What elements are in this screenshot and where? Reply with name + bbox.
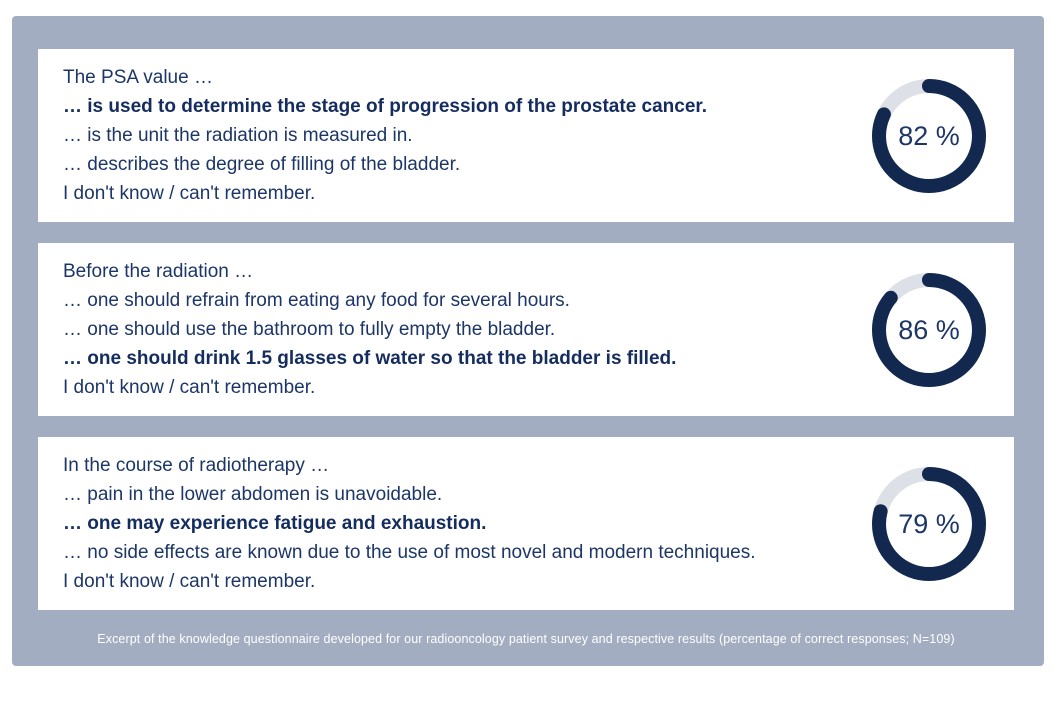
answer-option-correct: … one may experience fatigue and exhaustion. xyxy=(63,513,487,534)
donut-chart xyxy=(862,272,996,388)
donut-chart xyxy=(862,466,996,582)
answer-option-correct: … is used to determine the stage of progression of the prostate cancer. xyxy=(63,96,708,117)
figure-caption: Excerpt of the knowledge questionnaire developed for our radiooncology patient survey and respective results (percentage of correct responses; N=109) xyxy=(97,632,955,646)
question-stem: Before the radiation … xyxy=(63,261,254,282)
question-stem: In the course of radiotherapy … xyxy=(63,455,330,476)
question-block xyxy=(63,451,862,596)
question-block xyxy=(63,257,862,402)
answer-option: … pain in the lower abdomen is unavoidable. xyxy=(63,484,443,505)
answer-option: … no side effects are known due to the use of most novel and modern techniques. xyxy=(63,542,756,563)
question-card-psa xyxy=(38,49,1014,222)
donut-percent-label: 79 % xyxy=(898,508,960,539)
answer-option: … one should use the bathroom to fully empty the bladder. xyxy=(63,319,556,340)
answer-option: … is the unit the radiation is measured in. xyxy=(63,125,413,146)
question-block xyxy=(63,63,862,208)
answer-option: I don't know / can't remember. xyxy=(63,377,316,398)
question-stem: The PSA value … xyxy=(63,67,213,88)
donut-percent-label: 86 % xyxy=(898,314,960,345)
donut-chart xyxy=(862,78,996,194)
donut-percent-label: 82 % xyxy=(898,120,960,151)
answer-option: I don't know / can't remember. xyxy=(63,183,316,204)
answer-option: … describes the degree of filling of the bladder. xyxy=(63,154,461,175)
answer-option: … one should refrain from eating any food for several hours. xyxy=(63,290,570,311)
answer-option: I don't know / can't remember. xyxy=(63,571,316,592)
question-card-before-radiation xyxy=(38,243,1014,416)
figure-panel xyxy=(12,16,1044,666)
question-card-radiotherapy-course xyxy=(38,437,1014,610)
answer-option-correct: … one should drink 1.5 glasses of water so that the bladder is filled. xyxy=(63,348,677,369)
question-cards xyxy=(38,49,1014,610)
